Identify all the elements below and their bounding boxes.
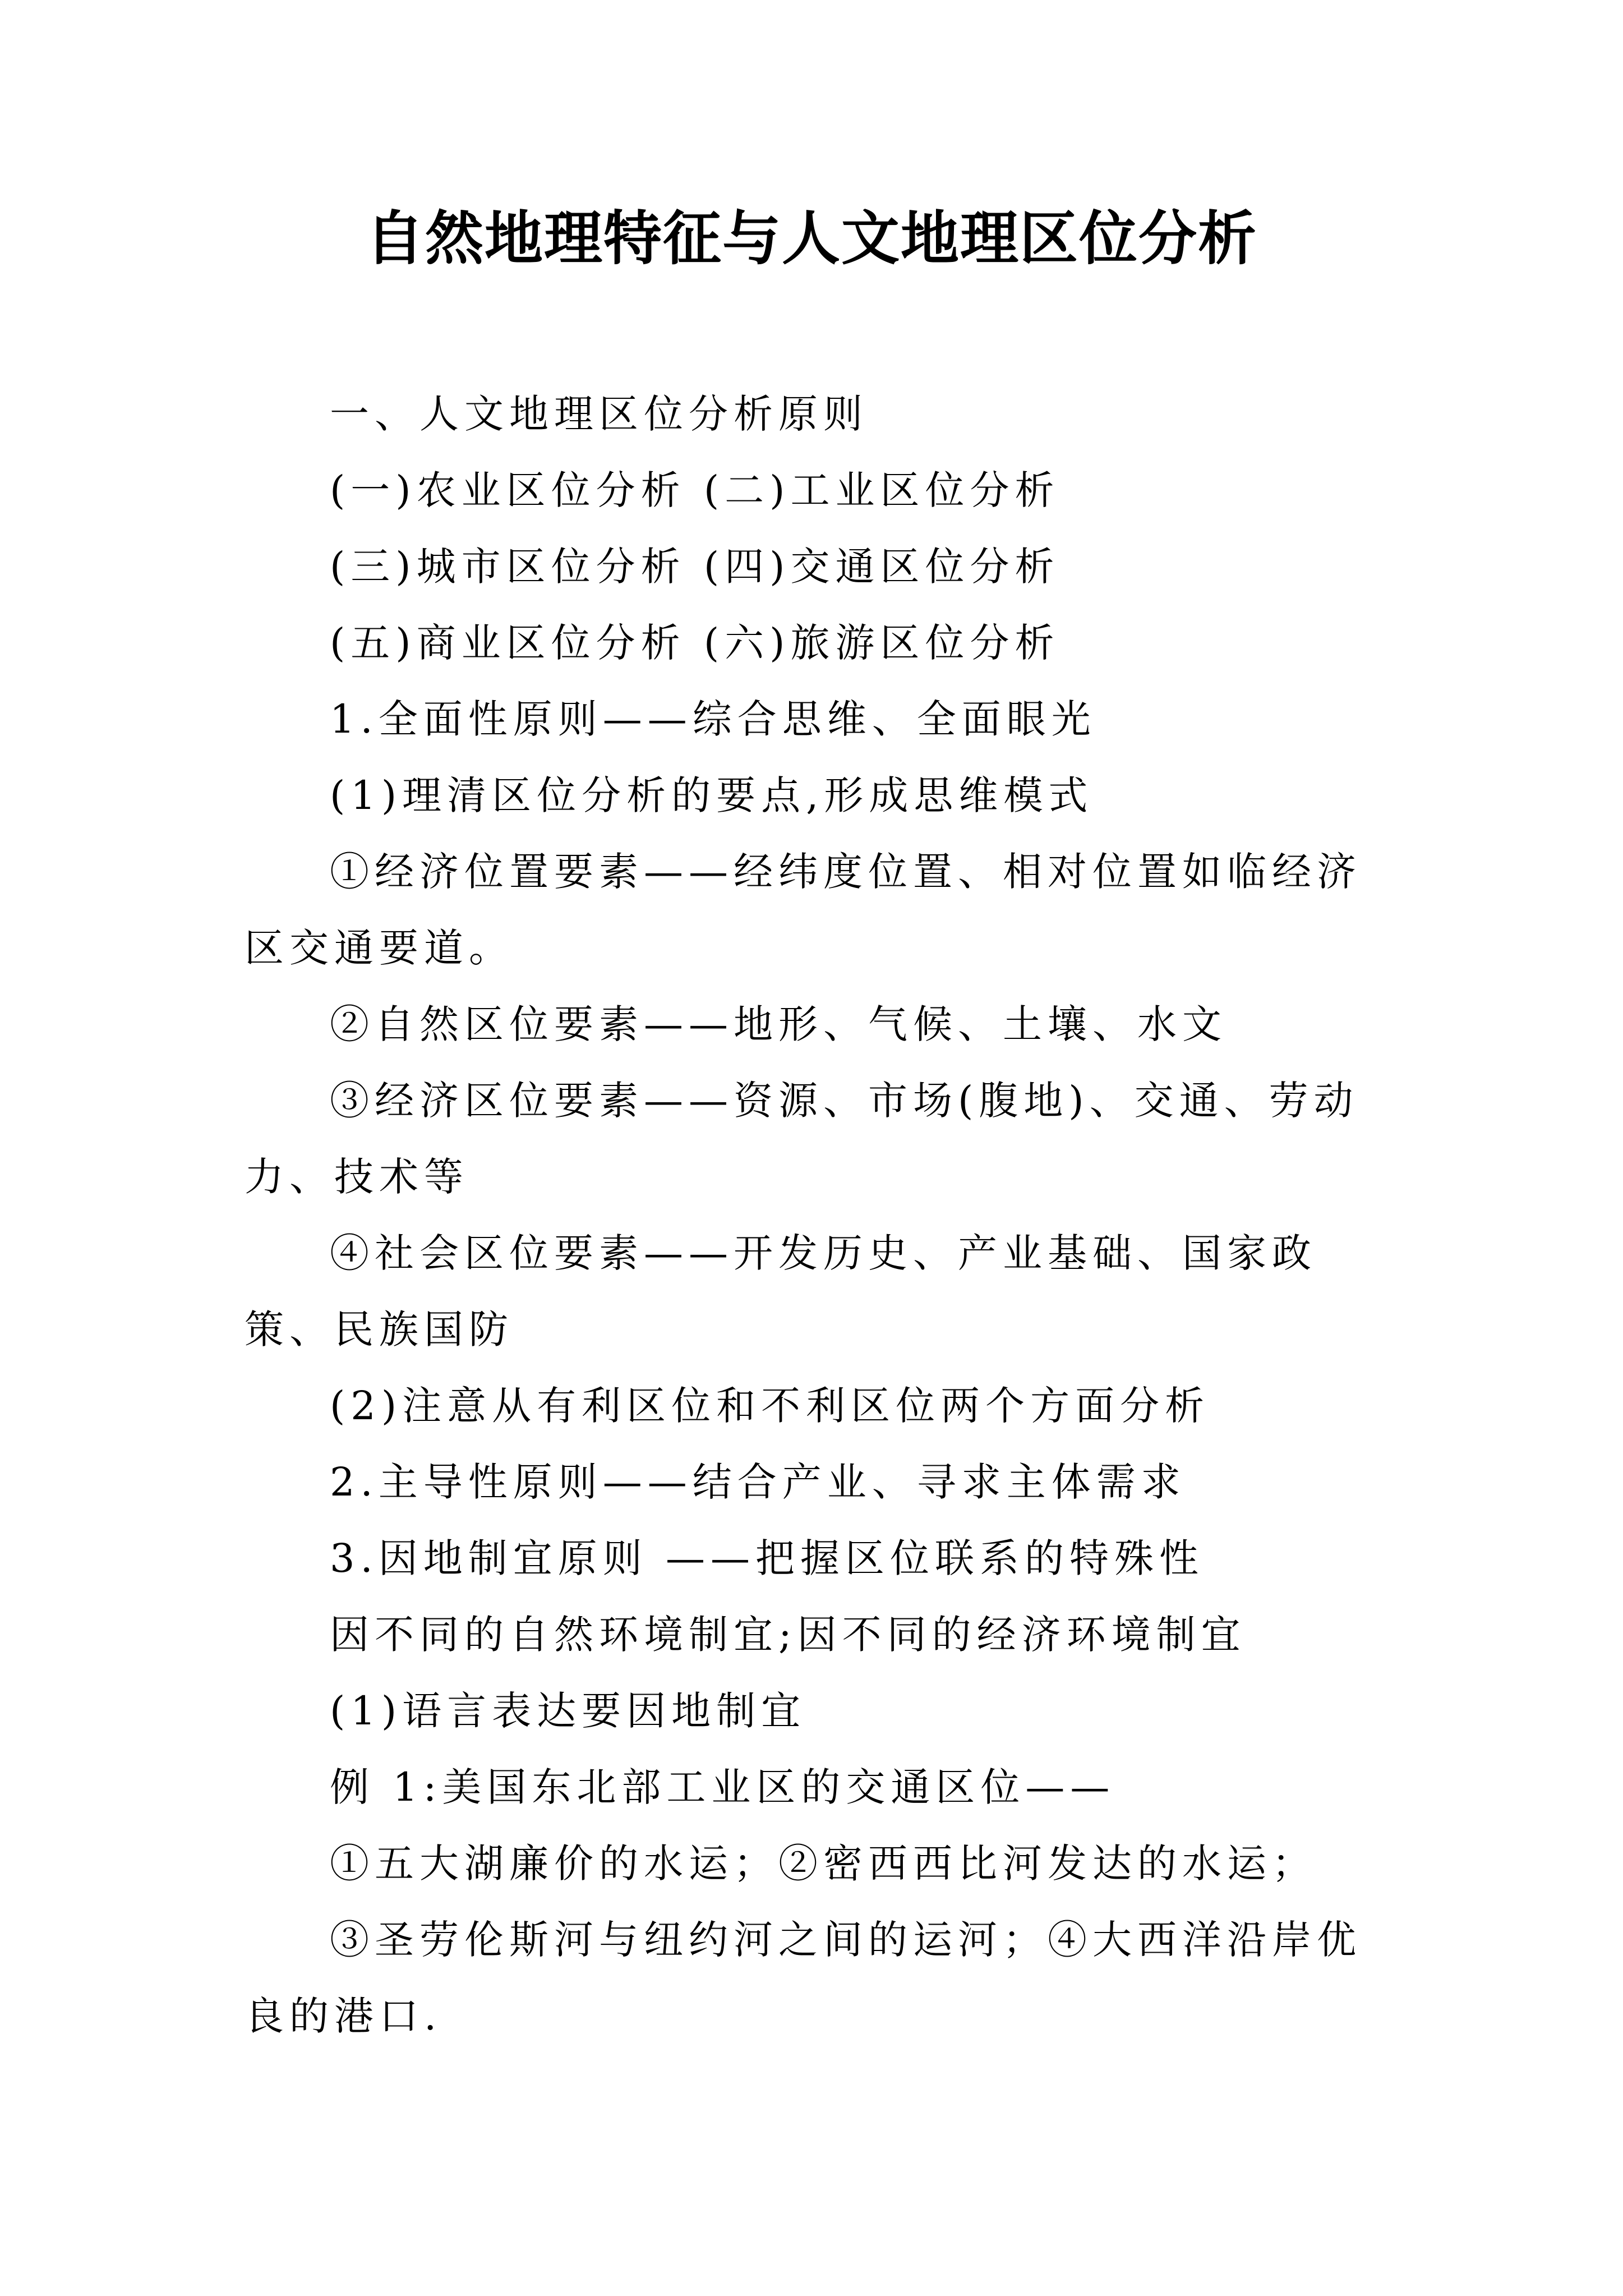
element-economic-position: ①经济位置要素——经纬度位置、相对位置如临经济区交通要道。: [245, 849, 1362, 971]
document-body: [245, 376, 1405, 2054]
sub-point-2: (2)注意从有利区位和不利区位两个方面分析: [330, 1383, 1210, 1429]
document-title: 自然地理特征与人文地理区位分析: [365, 204, 1257, 273]
example-1-points-a: ①五大湖廉价的水运；②密西西比河发达的水运；: [330, 1841, 1317, 1887]
language-expression: (1)语言表达要因地制宜: [330, 1688, 806, 1734]
principle-local-conditions: 3.因地制宜原则 ——把握区位联系的特殊性: [330, 1535, 1205, 1581]
heading-principles: 一、人文地理区位分析原则: [330, 391, 868, 437]
example-1-points-b: ③圣劳伦斯河与纽约河之间的运河；④大西洋沿岸优良的港口.: [245, 1917, 1362, 2039]
list-item-city-transport: (三)城市区位分析 (四)交通区位分析: [330, 544, 1060, 590]
local-conditions-detail: 因不同的自然环境制宜;因不同的经济环境制宜: [330, 1612, 1246, 1658]
element-economic: ③经济区位要素——资源、市场(腹地)、交通、劳动力、技术等: [245, 1078, 1359, 1200]
element-social: ④社会区位要素——开发历史、产业基础、国家政策、民族国防: [245, 1230, 1317, 1352]
example-1-heading: 例 1:美国东北部工业区的交通区位——: [330, 1764, 1115, 1810]
list-item-agriculture-industry: (一)农业区位分析 (二)工业区位分析: [330, 467, 1060, 513]
list-item-commerce-tourism: (五)商业区位分析 (六)旅游区位分析: [330, 620, 1060, 666]
principle-comprehensive: 1.全面性原则——综合思维、全面眼光: [330, 696, 1096, 742]
element-natural: ②自然区位要素——地形、气候、土壤、水文: [330, 1001, 1227, 1047]
principle-dominant: 2.主导性原则——结合产业、寻求主体需求: [330, 1459, 1186, 1505]
sub-point-1: (1)理清区位分析的要点,形成思维模式: [330, 772, 1094, 818]
